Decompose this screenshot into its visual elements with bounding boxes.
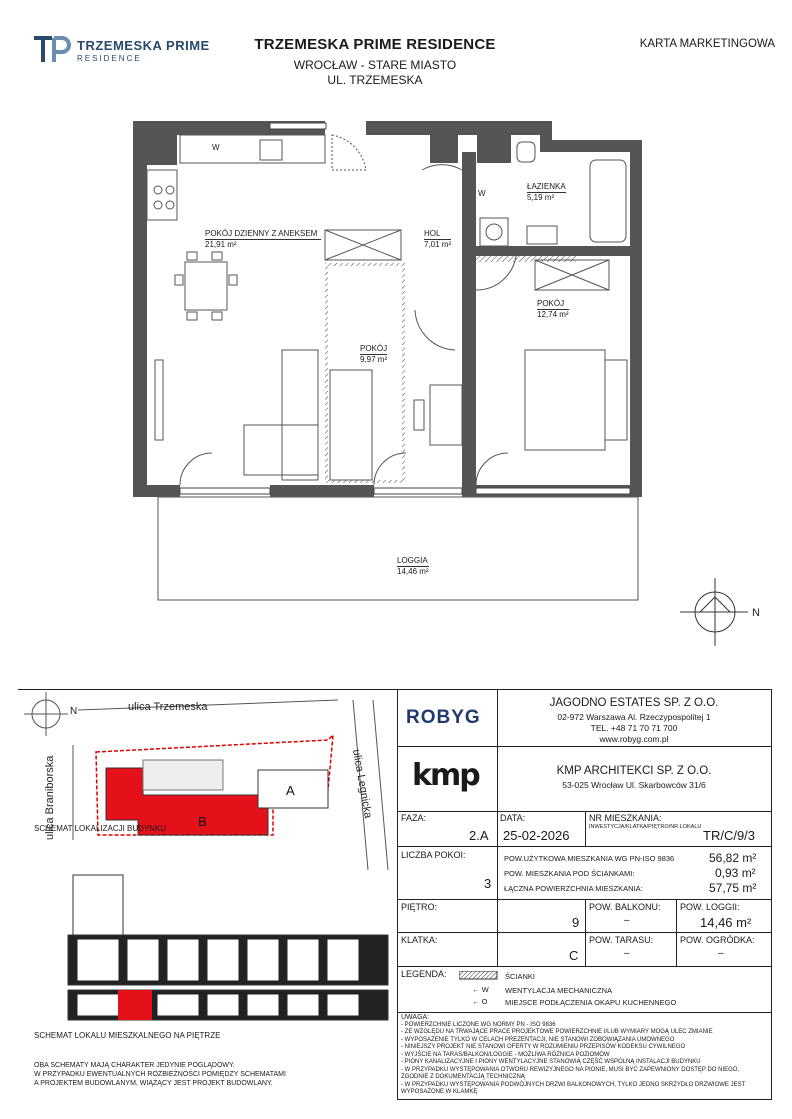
- rooms-value: 3: [484, 876, 492, 891]
- area1-label: POW.UŻYTKOWA MIESZKANIA WG PN-ISO 9836: [504, 854, 675, 863]
- building-b-label: B: [198, 814, 207, 829]
- legend-o-key: ← O: [472, 997, 488, 1006]
- area3-label: ŁĄCZNA POWIERZCHNIA MIESZKANIA:: [504, 884, 643, 893]
- legend-label: LEGENDA:: [401, 969, 447, 979]
- room-bath: ŁAZIENKA 5,19 m²: [527, 182, 566, 202]
- loggia-value: 14,46 m²: [700, 915, 752, 930]
- room-2: POKÓJ 12,74 m²: [537, 299, 569, 319]
- architect-name: KMP ARCHITEKCI SP. Z O.O.: [556, 765, 712, 777]
- area3-value: 57,75 m²: [709, 881, 757, 895]
- floor-label: PIĘTRO:: [401, 902, 438, 912]
- faza-label: FAZA:: [401, 813, 427, 823]
- legend-hood: MIEJSCE PODŁĄCZENIA OKAPU KUCHENNEGO: [505, 998, 677, 1007]
- legend-w-key: ← W: [472, 985, 489, 994]
- nr-value: TR/C/9/3: [703, 828, 756, 843]
- north-arrow-icon: [680, 578, 748, 646]
- caption-floor: SCHEMAT LOKALU MIESZKALNEGO NA PIĘTRZE: [34, 1031, 221, 1040]
- city: WROCŁAW - STARE MIASTO: [293, 58, 457, 72]
- logo-sub: RESIDENCE: [77, 54, 142, 63]
- developer-address: 02-972 Warszawa Al. Rzeczypospolitej 1: [557, 712, 711, 722]
- page-title: TRZEMESKA PRIME RESIDENCE: [254, 36, 496, 53]
- garden-value: –: [718, 948, 724, 959]
- disclaimer: OBA SCHEMATY MAJĄ CHARAKTER JEDYNIE POGLĄDOWY. W PRZYPADKU EWENTUALNYCH ROZBIEŻNOŚCI POMIĘDZY SCHEMATAMI A PROJEKTEM BUDOWLANYM, WIĄŻĄCY JEST PROJEKT BUDOWLANY.: [34, 1062, 286, 1087]
- wall-hatch-icon: [459, 971, 499, 981]
- street-top: ulica Trzemeska: [128, 701, 208, 713]
- street-right: ulica Legnicka: [350, 748, 374, 820]
- garden-label: POW. OGRÓDKA:: [680, 935, 755, 945]
- room-hall: HOL 7,01 m²: [424, 229, 452, 249]
- north-label: N: [752, 607, 760, 619]
- architect-address: 53-025 Wrocław Ul. Skarbowców 31/6: [562, 780, 706, 790]
- vent-mark-kitchen: W: [212, 143, 220, 152]
- legend-vent: WENTYLACJA MECHANICZNA: [505, 986, 613, 995]
- date-label: DATA:: [500, 813, 526, 823]
- area2-value: 0,93 m²: [715, 866, 756, 880]
- developer-name: JAGODNO ESTATES SP. Z O.O.: [549, 697, 719, 709]
- developer-phone: TEL. +48 71 70 71 700: [590, 723, 678, 733]
- developer-www: www.robyg.com.pl: [599, 734, 669, 744]
- street-left: ulica Braniborska: [44, 755, 56, 840]
- room-1: POKÓJ 9,97 m²: [360, 344, 388, 364]
- nr-label: NR MIESZKANIA:: [589, 813, 662, 823]
- legend-walls: ŚCIANKI: [505, 972, 536, 981]
- room-loggia: LOGGIA 14,46 m²: [397, 556, 429, 576]
- vent-mark-hall: W: [478, 189, 486, 198]
- street: UL. TRZEMESKA: [327, 73, 423, 87]
- faza-value: 2.A: [469, 828, 489, 843]
- area2-label: POW. MIESZKANIA POD ŚCIANKAMI:: [504, 869, 635, 878]
- floor-value: 9: [572, 915, 580, 930]
- balcony-label: POW. BALKONU:: [589, 902, 661, 912]
- svg-text:N: N: [70, 706, 78, 717]
- terrace-value: –: [624, 948, 630, 959]
- document-type: KARTA MARKETINGOWA: [639, 38, 775, 50]
- nr-sub: INWESTYCJA/KLATKA/PIĘTRO/NR LOKALU: [589, 824, 702, 830]
- kmp-logo: kmp: [412, 758, 479, 793]
- date-value: 25-02-2026: [503, 828, 570, 843]
- balcony-value: –: [624, 915, 630, 926]
- notes: UWAGA: - POWIERZCHNIE LICZONE WG NORMY PN - ISO 9836 - ZE WZGLĘDU NA TRWAJĄCE PRACE PROJEKTOWE POWIERZCHNIE I/LUB WYMIARY MOGĄ ULEC ZMIANIE - WYPOSAŻENIE TYLKO W CELACH PREZENTACJI, NIE STANOWI ZOBOWIĄZANIA UMOWNEGO - NINIEJSZY PROJEKT NIE STANOWI OFERTY W ROZUMIENIU PRZEPISÓW KODEKSU CYWILNEGO - WYJŚCIE NA TARAS/BALKON/LOGGIE - MOŻLIWA RÓŻNICA POZIOMÓW - PIONY KANALIZACYJNE I PIONY WENTYLACYJNE STANOWIĄ CZĘŚĆ WSPÓLNĄ INSTALACJI BUDYNKU - W PRZYPADKU WYSTĘPOWANIA OTWORU REWIZYJNEGO NA PIONIE, MUSI BYĆ ZAPEWNIONY DOSTĘP DO NIEGO, ZGODNIE Z DOKUMENTACJĄ TECHNICZNĄ - W PRZYPADKU WYSTĘPOWANIA PODWÓJNYCH DRZWI BALKONOWYCH, TYLKO JEDNO SKRZYDŁO DRZWIOWE JEST WYPOSAŻONE W KLAMKĘ: [401, 1014, 746, 1095]
- loggia-label: POW. LOGGII:: [680, 902, 740, 912]
- building-a-label: A: [286, 783, 295, 798]
- area1-value: 56,82 m²: [709, 851, 757, 865]
- logo-name: TRZEMESKA PRIME: [77, 38, 210, 53]
- stair-value: C: [569, 948, 579, 963]
- caption-location: SCHEMAT LOKALIZACJI BUDYNKU: [34, 824, 167, 833]
- robyg-logo: ROBYG: [406, 707, 481, 728]
- terrace-label: POW. TARASU:: [589, 935, 654, 945]
- rooms-label: LICZBA POKOI:: [401, 850, 466, 860]
- stair-label: KLATKA:: [401, 935, 438, 945]
- room-living: POKÓJ DZIENNY Z ANEKSEM 21,91 m²: [205, 229, 321, 250]
